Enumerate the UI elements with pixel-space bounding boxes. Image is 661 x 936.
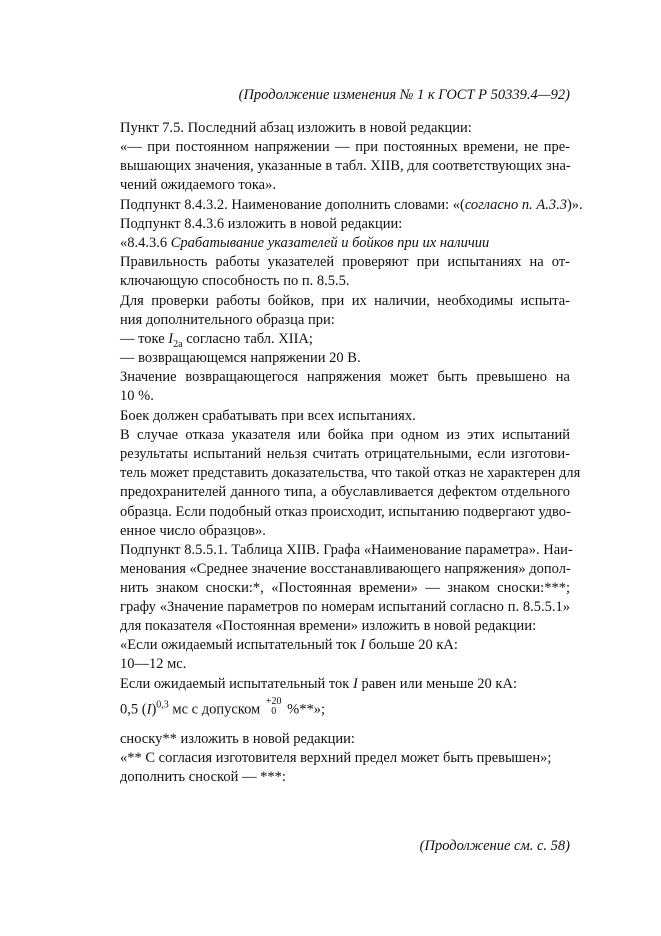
text-line: Значение возвращающегося напряжения может быть превышено на <box>120 369 570 385</box>
text-line: енное число образцов». <box>120 523 266 539</box>
text-line: ключающую способность по п. 8.5.5. <box>120 273 350 289</box>
text-line: дополнить сноской — ***: <box>120 769 286 785</box>
page-header: (Продолжение изменения № 1 к ГОСТ Р 50339.4—92) <box>238 87 570 103</box>
text-line: Подпункт 8.5.5.1. Таблица XIIB. Графа «Наименование параметра». Наи- <box>120 542 573 558</box>
text-line: результаты испытаний нельзя считать отрицательными, если изготови- <box>120 446 570 462</box>
text-line: Пункт 7.5. Последний абзац изложить в новой редакции: <box>120 120 472 136</box>
text-line: В случае отказа указателя или бойка при одном из этих испытаний <box>120 427 570 443</box>
text-line: сноску** изложить в новой редакции: <box>120 731 355 747</box>
text-line: Боек должен срабатывать при всех испытаниях. <box>120 408 416 424</box>
tolerance-fraction: +20 0 <box>265 696 282 717</box>
text-line: 10 %. <box>120 388 154 404</box>
text-line: тель может представить доказательства, что такой отказ не характерен для <box>120 465 581 481</box>
text-line: ния дополнительного образца при: <box>120 312 335 328</box>
text-line: «8.4.3.6 Срабатывание указателей и бойков при их наличии <box>120 235 490 251</box>
text-line: образца. Если подобный отказ происходит, испытанию подвергают удво- <box>120 504 571 520</box>
text-line: графу «Значение параметров по номерам испытаний согласно п. 8.5.5.1» <box>120 599 570 615</box>
formula-line: 0,5 $(I)^{0,3}$ мс с допуском +20 0 %**»; <box>120 696 325 718</box>
text-line: Правильность работы указателей проверяют при испытаниях на от- <box>120 254 570 270</box>
text-line: «— при постоянном напряжении — при постоянных времени, не пре- <box>120 139 570 155</box>
text-line: Подпункт 8.4.3.2. Наименование дополнить словами: «(согласно п. А.3.3)». <box>120 197 583 213</box>
text-line: Если ожидаемый испытательный ток I равен или меньше 20 кА: <box>120 676 517 692</box>
text-line: «Если ожидаемый испытательный ток I больше 20 кА: <box>120 637 458 653</box>
text-line: для показателя «Постоянная времени» изложить в новой редакции: <box>120 618 537 634</box>
text-line: Для проверки работы бойков, при их наличии, необходимы испыта- <box>120 293 570 309</box>
text-line: 10—12 мс. <box>120 656 187 672</box>
text-line: «** С согласия изготовителя верхний предел может быть превышен»; <box>120 750 552 766</box>
text-line: менования «Среднее значение восстанавливающего напряжения» допол- <box>120 561 571 577</box>
text-line: нить знаком сноски:*, «Постоянная времени» — знаком сноски:***; <box>120 580 570 596</box>
text-line: Подпункт 8.4.3.6 изложить в новой редакции: <box>120 216 403 232</box>
text-line: вышающих значения, указанные в табл. XIIB, для соответствующих зна- <box>120 158 571 174</box>
text-line: чений ожидаемого тока». <box>120 177 276 193</box>
text-line: — возвращающемся напряжении 20 В. <box>120 350 361 366</box>
text-line: предохранителей данного типа, а обуславливается дефектом отдельного <box>120 484 570 500</box>
text-line: — токе $I_{2a}$ согласно табл. XIIA; <box>120 331 313 350</box>
page-footer: (Продолжение см. с. 58) <box>419 838 570 854</box>
